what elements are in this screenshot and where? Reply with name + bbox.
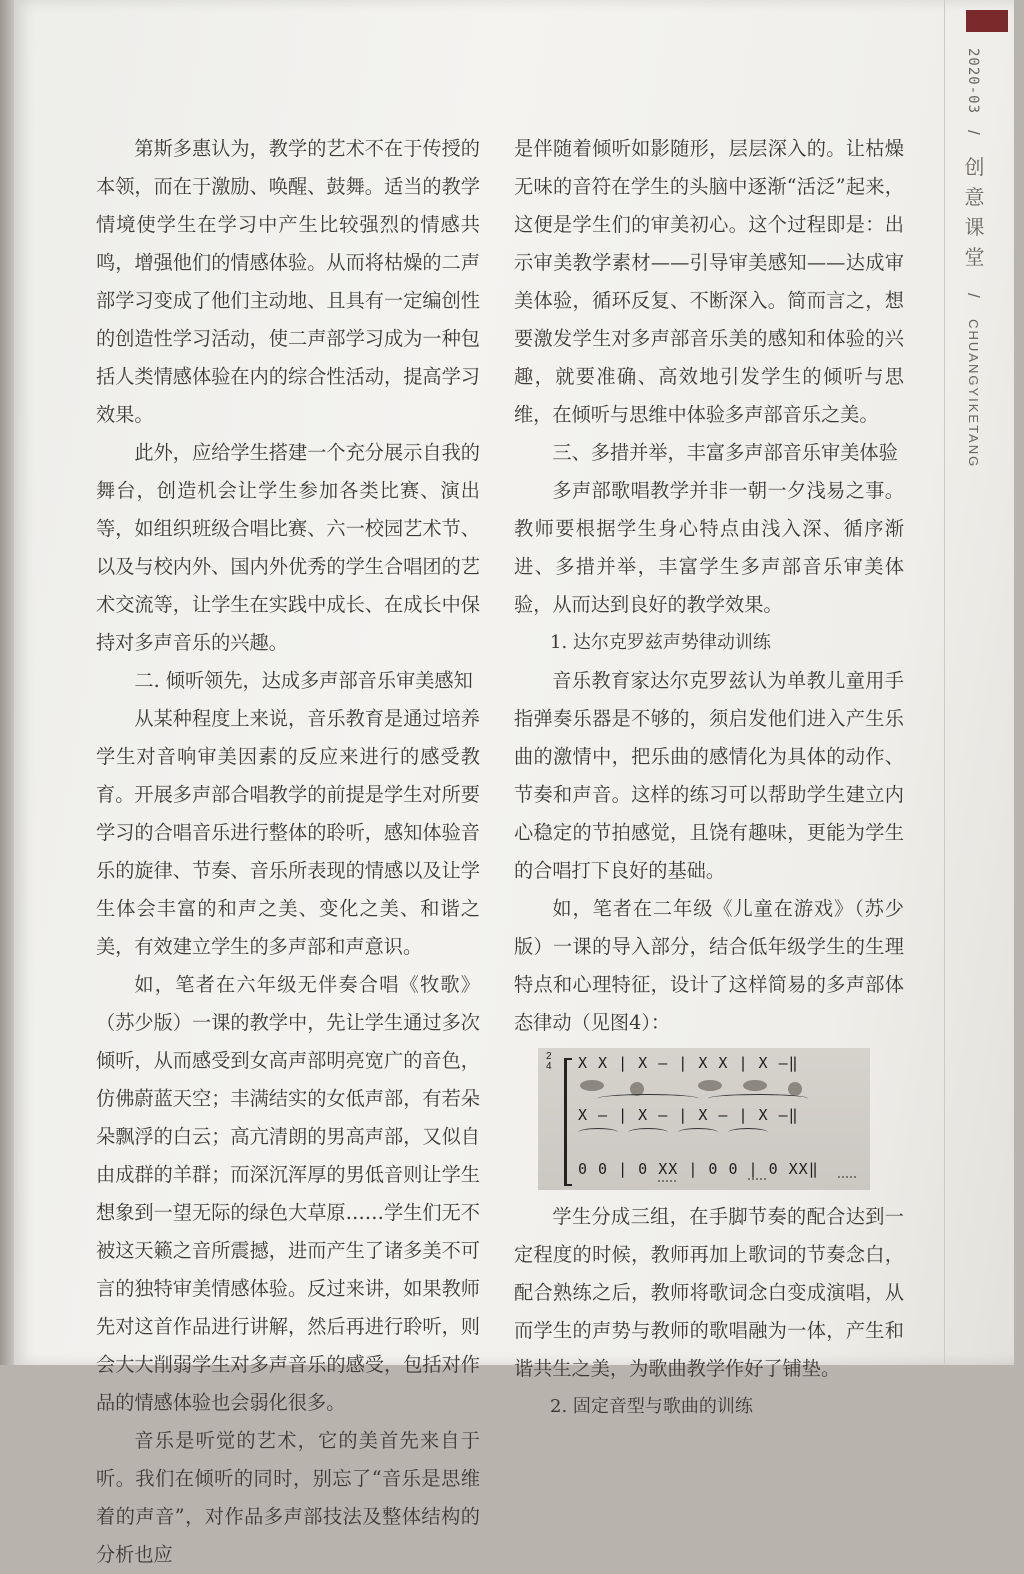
body-paragraph: 如，笔者在六年级无伴奏合唱《牧歌》（苏少版）一课的教学中，先让学生通过多次倾听，从而感受到女高声部明亮宽广的音色，仿佛蔚蓝天空；丰满结实的女低声部，有若朵朵飘浮的白云；高亢清朗的男高声部，又似自由成群的羊群；而深沉浑厚的男低音则让学生想象到一望无际的绿色大草原……学生们无不被这天籁之音所震撼，进而产生了诸多美不可言的独特审美情感体验。反过来讲，如果教师先对这首作品进行讲解，然后再进行聆听，则会大大削弱学生对多声音乐的感受，包括对作品的情感体验也会弱化很多。 bbox=[96, 973, 480, 1414]
header-divider: / bbox=[964, 292, 983, 303]
body-paragraph: 学生分成三组，在手脚节奏的配合达到一定程度的时候，教师再加上歌词的节奏念白，配合熟练之后，教师将歌词念白变成演唱，从而学生的声势与教师的歌唱融为一体，产生和谐共生之美，为歌曲教学作好了铺垫。 bbox=[514, 1205, 904, 1380]
score-bracket bbox=[564, 1058, 572, 1186]
rhythm-figure-4 bbox=[538, 1048, 870, 1190]
body-paragraph: 是伴随着倾听如影随形，层层深入的。让枯燥无味的音符在学生的头脑中逐渐“活泛”起来，这便是学生们的审美初心。这个过程即是：出示审美教学素材——引导审美感知——达成审美体验，循环反复、不断深入。简而言之，想要激发学生对多声部音乐美的感知和体验的兴趣，就要准确、高效地引发学生的倾听与思维，在倾听与思维中体验多声部音乐之美。 bbox=[514, 137, 904, 426]
body-paragraph: 音乐是听觉的艺术，它的美首先来自于听。我们在倾听的同时，别忘了“音乐是思维着的声音”，对作品多声部技法及整体结构的分析也应 bbox=[96, 1429, 480, 1566]
hand-clap-icon bbox=[698, 1080, 722, 1091]
section-heading: 三、多措并举，丰富多声部音乐审美体验 bbox=[552, 441, 898, 464]
section-heading: 二. 倾听领先，达成多声部音乐审美感知 bbox=[134, 669, 473, 692]
body-paragraph: 此外，应给学生搭建一个充分展示自我的舞台，创造机会让学生参加各类比赛、演出等，如组织班级合唱比赛、六一校园艺术节、以及与校内外、国内外优秀的学生合唱团的艺术交流等，让学生在实践中成长、在成长中保持对多声音乐的兴趣。 bbox=[96, 441, 480, 654]
body-paragraph: 从某种程度上来说，音乐教育是通过培养学生对音响审美因素的反应来进行的感受教育。开展多声部合唱教学的前提是学生对所要学习的合唱音乐进行整体的聆听，感知体验音乐的旋律、节奏、音乐所表现的情感以及让学生体会丰富的和声之美、变化之美、和谐之美，有效建立学生的多声部和声意识。 bbox=[96, 707, 480, 958]
margin-rule bbox=[944, 0, 945, 1365]
phrase-arc bbox=[598, 1094, 698, 1103]
right-column-upper bbox=[514, 130, 904, 1042]
right-column-lower bbox=[514, 1198, 904, 1426]
column-title-pinyin: CHUANGYIKETANG bbox=[966, 319, 981, 469]
header-divider: / bbox=[964, 130, 983, 141]
phrase-arc bbox=[578, 1128, 618, 1137]
body-paragraph: 多声部歌唱教学并非一朝一夕浅易之事。教师要根据学生身心特点由浅入深、循序渐进、多措并举，丰富学生多声部音乐审美体验，从而达到良好的教学效果。 bbox=[514, 479, 904, 616]
body-paragraph: 音乐教育家达尔克罗兹认为单教儿童用手指弹奏乐器是不够的，须启发他们进入产生乐曲的激情中，把乐曲的感情化为具体的动作、节奏和声音。这样的练习可以帮助学生建立内心稳定的节拍感觉，且饶有趣味，更能为学生的合唱打下良好的基础。 bbox=[514, 669, 904, 882]
right-text-column bbox=[514, 130, 904, 1426]
hand-clap-icon bbox=[743, 1080, 767, 1091]
rhythm-row-clap: X X | X — | X X | X —‖ bbox=[578, 1054, 799, 1072]
grass-decoration-icon bbox=[838, 1176, 856, 1188]
time-signature: 2 4 bbox=[546, 1051, 552, 1072]
grass-decoration-icon bbox=[748, 1178, 766, 1190]
body-paragraph: 第斯多惠认为，教学的艺术不在于传授的本领，而在于激励、唤醒、鼓舞。适当的教学情境使学生在学习中产生比较强烈的情感共鸣，增强他们的情感体验。从而将枯燥的二声部学习变成了他们主动地、且具有一定编创性的创造性学习活动，使二声部学习成为一种包括人类情感体验在内的综合性活动，提高学习效果。 bbox=[96, 137, 480, 426]
body-paragraph: 如，笔者在二年级《儿童在游戏》（苏少版）一课的导入部分，结合低年级学生的生理特点和心理特征，设计了这样简易的多声部体态律动（见图4）： bbox=[514, 897, 904, 1034]
rhythm-row-pat: 0 0 | 0 XX | 0 0 | 0 XX‖ bbox=[578, 1160, 819, 1178]
phrase-arc bbox=[678, 1128, 718, 1137]
rhythm-row-stamp: X — | X — | X — | X —‖ bbox=[578, 1106, 799, 1124]
column-title: 创意课堂 bbox=[961, 156, 985, 277]
grass-decoration-icon bbox=[658, 1180, 676, 1192]
running-header-vertical bbox=[958, 48, 988, 468]
subsection-heading: 2. 固定音型与歌曲的训练 bbox=[550, 1396, 753, 1417]
phrase-arc bbox=[628, 1128, 668, 1137]
phrase-arc bbox=[728, 1128, 768, 1137]
clap-figure-icon bbox=[788, 1082, 802, 1096]
corner-color-tab bbox=[966, 10, 1008, 32]
subsection-heading: 1. 达尔克罗兹声势律动训练 bbox=[550, 632, 771, 653]
hand-clap-icon bbox=[580, 1080, 604, 1091]
magazine-page bbox=[14, 0, 1014, 1566]
issue-number: 2020-03 bbox=[965, 48, 981, 115]
left-text-column bbox=[96, 130, 480, 1574]
phrase-arc bbox=[708, 1094, 808, 1103]
